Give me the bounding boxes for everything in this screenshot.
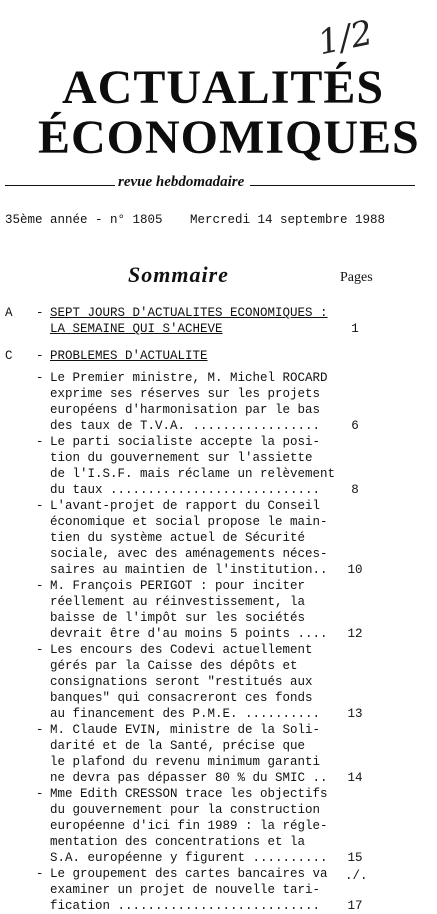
list-item-line: ne devra pas dépasser 80 % du SMIC .. [50,771,328,785]
list-item-line: Le groupement des cartes bancaires va [50,867,328,881]
section-dash: - [36,349,44,363]
section-letter: C [5,349,13,363]
list-item-dash: - [36,787,44,801]
list-item-dash: - [36,435,44,449]
masthead-line-1: ACTUALITÉS [62,61,385,114]
list-item-line: L'avant-projet de rapport du Conseil [50,499,321,513]
page-number: 8 [351,483,359,497]
list-item-line: Le parti socialiste accepte la posi- [50,435,321,449]
handwritten-page-mark: 1/2 [314,12,377,64]
tagline-rule-right [250,185,415,186]
section-title-line: LA SEMAINE QUI S'ACHEVE [50,322,223,336]
list-item-line: du taux ............................ [50,483,321,497]
list-item-line: mentation des concentrations et la [50,835,306,849]
section-dash: - [36,306,44,320]
list-item-line: réellement au réinvestissement, la [50,595,306,609]
page-number: 10 [347,563,363,577]
page-number: 6 [351,419,359,433]
list-item-line: banques" qui consacreront ces fonds [50,691,313,705]
list-item-line: Le Premier ministre, M. Michel ROCARD [50,371,328,385]
page-number: 15 [347,851,363,865]
list-item-line: fication ........................... [50,899,321,913]
page-number: 12 [347,627,363,641]
list-item-line: darité et de la Santé, précise que [50,739,306,753]
page-number: 14 [347,771,363,785]
issue-date: Mercredi 14 septembre 1988 [190,213,386,227]
masthead-line-2: ÉCONOMIQUES [38,111,420,164]
list-item-line: économique et social propose le main- [50,515,328,529]
list-item-line: tien du système actuel de Sécurité [50,531,306,545]
section-letter: A [5,306,13,320]
pages-column-header: Pages [340,270,373,285]
list-item-line: européens d'harmonisation par le bas [50,403,321,417]
list-item-dash: - [36,643,44,657]
page-number: 17 [347,899,363,913]
list-item-line: M. François PERIGOT : pour inciter [50,579,306,593]
sommaire-title: Sommaire [128,262,229,287]
list-item-line: S.A. européenne y figurent .......... [50,851,328,865]
list-item-line: devrait être d'au moins 5 points .... [50,627,328,641]
page-number: 13 [347,707,363,721]
list-item-line: saires au maintien de l'institution.. [50,563,328,577]
list-item-line: examiner un projet de nouvelle tari- [50,883,321,897]
issue-edition: 35ème année - n° 1805 [5,213,163,227]
list-item-line: M. Claude EVIN, ministre de la Soli- [50,723,321,737]
list-item-line: le plafond du revenu minimum garanti [50,755,321,769]
list-item-line: consignations seront "restitués aux [50,675,313,689]
list-item-line: tion du gouvernement sur l'assiette [50,451,313,465]
section-title-line: PROBLEMES D'ACTUALITE [50,349,208,363]
list-item-dash: - [36,579,44,593]
list-item-line: exprime ses réserves sur les projets [50,387,321,401]
list-item-line: sociale, avec des aménagements néces- [50,547,328,561]
list-item-dash: - [36,371,44,385]
list-item-line: des taux de T.V.A. ................. [50,419,321,433]
list-item-dash: - [36,499,44,513]
list-item-line: au financement des P.M.E. .......... [50,707,321,721]
list-item-line: de l'I.S.F. mais réclame un relèvement [50,467,336,481]
tagline-rule-left [5,185,115,186]
section-title-line: SEPT JOURS D'ACTUALITES ECONOMIQUES : [50,306,328,320]
list-item-dash: - [36,867,44,881]
list-item-line: gérés par la Caisse des dépôts et [50,659,298,673]
list-item-line: baisse de l'impôt sur les sociétés [50,611,306,625]
list-item-line: Mme Edith CRESSON trace les objectifs [50,787,328,801]
list-item-line: du gouvernement pour la construction [50,803,321,817]
page-number: 1 [351,322,359,336]
list-item-line: européenne d'ici fin 1989 : la régle- [50,819,328,833]
tagline: revue hebdomadaire [118,174,245,190]
list-item-dash: - [36,723,44,737]
list-item-line: Les encours des Codevi actuellement [50,643,313,657]
continuation-mark: ./. [345,869,368,883]
